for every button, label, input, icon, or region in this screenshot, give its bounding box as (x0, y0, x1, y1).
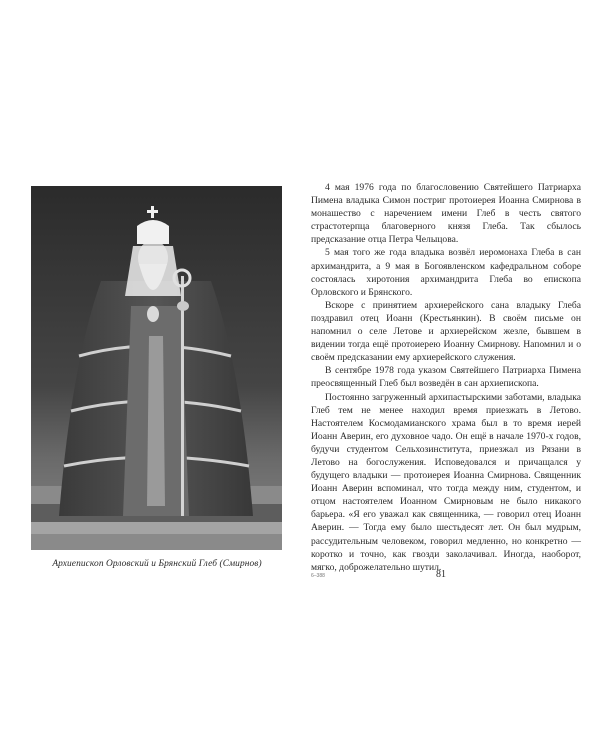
page-number: 81 (436, 569, 446, 580)
photo-caption: Архиепископ Орловский и Брянский Глеб (Смирнов) (52, 559, 262, 569)
paragraph: Постоянно загруженный архипастырскими заботами, владыка Глеб тем не менее находил время приезжать в Летово. Настоятелем Космодамианского храма был в то время иерей Иоанн Аверин, его духовное чадо. Он ещё в начале 1970-х годов, будучи студентом Сельхозинститута, приезжал из Рязани в Летово на богослужения. Исповедовался и причащался у будущего владыки — протоиерея Иоанна Смирнова. Священник Иоанн Аверин вспоминал, что тогда между ним, студентом, и отцом настоятелем Иоанном Смирновым не было никакого барьера. «Я его уважал как священника, — говорил отец Иоанн Аверин. — Тогда ему было шестьдесят лет. Он был мудрым, рассудительным человеком, говорил медленно, но конкретно — коротко и точно, как гвозди заколачивал. Иногда, наоборот, мягко, доброжелательно шутил. (311, 391, 581, 573)
paragraph: 4 мая 1976 года по благословению Святейшего Патриарха Пимена владыка Симон постриг протоиерея Иоанна Смирнова в монашество с наречением имени Глеб в честь святого страстотерпца благоверного князя Глеба. Так сбылось предсказание отца Петра Челыцова. (311, 182, 581, 246)
paragraph: В сентябре 1978 года указом Святейшего Патриарха Пимена преосвященный Глеб был возведён в сан архиепископа. (311, 365, 581, 390)
archbishop-photo-image (31, 186, 282, 550)
paragraph: 5 мая того же года владыка возвёл иеромонаха Глеба в сан архимандрита, а 9 мая в Богоявленском кафедральном соборе состоялась хиротония архимандрита Глеба во епископа Орловского и Брянского. (311, 247, 581, 298)
body-text (311, 181, 581, 574)
printer-signature: 6–388 (311, 573, 325, 579)
archbishop-photo (31, 186, 282, 550)
paragraph: Вскоре с принятием архиерейского сана владыку Глеба поздравил отец Иоанн (Крестьянкин). В своём письме он напомнил о селе Летове и архиерейском жезле, бывшем в видении тогда ещё протоиерею Иоанну Смирнову. Напомнил и о своём предсказании ему архиерейского служения. (311, 299, 581, 364)
